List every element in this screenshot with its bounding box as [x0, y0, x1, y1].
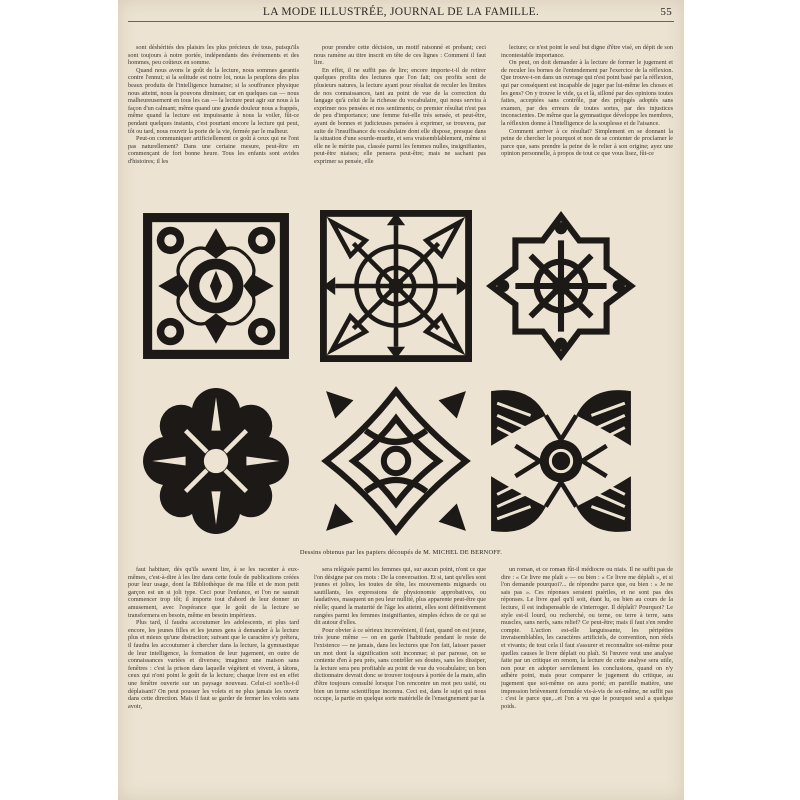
papercut-motif-foliate-square: [140, 210, 292, 362]
figure-caption: Dessins obtenus par les papiers découpés de M. MICHEL DE BERNOFF.: [299, 549, 503, 556]
paragraph: On peut, on doit demander à la lecture de former le jugement et de reculer les bornes de l'entendement par l'exercice de la réflexion. Que trouve-t-on dans un ouvrage qui n'est point basé par la réflexion, qui par conséquent est incapable de juger par lui-même les choses et les gens? On y trouve le vide, ça et là, silloné par des opinions toutes faites, acceptées sans contrôle, par des préjugés adoptés sans examen, par des erreurs de toutes sortes, par des injustices inconscientes. De même que la gymnastique développe les membres, la réflexion donne à l'intelligence de la souplesse et de l'aisance.: [501, 59, 673, 127]
paragraph: sont déshérités des plaisirs les plus précieux de tous, puisqu'ils sont toujours à notre portée, indépendants des événements et des hommes, peu coûteux en somme.: [128, 44, 299, 67]
paragraph: Quand nous avons le goût de la lecture, nous sommes garantis contre l'ennui; si la solitude est notre lot, nous la peuplons des plus beaux produits de l'intelligence humaine; si la souffrance physique nous atteint, nous la pouvons diminuer, car en quelques cas — nous malheureusement en tous les cas — la lecture peut agir sur nous à la façon d'un calmant; même quand une grande douleur nous a frappés, même quand la lecture est impuissante à nous la voiler, fût-ce pendant quelques instants, c'est pourtant encore la lecture qui peut, tôt ou tard, nous rouvrir la porte de la vie, fermée par le malheur.: [128, 66, 299, 135]
paragraph: Pour obvier à ce sérieux inconvénient, il faut, quand on est jeune, très jeune même — on en garde l'habitude pendant le reste de l'existence — ne jamais, dans les lectures que l'on fait, laisser passer un mot dont la signification soit inconnue; si par paresse, on se contente d'en à peu près, sans contrôler ses doutes, sans les dissiper, la lecture sera peu profitable au point de vue du vocabulaire; un bon dictionnaire devrait donc se trouver toujours à portée de la main, afin d'être toujours consulté lorsque l'on rencontre un mot peu usité, ou bien un terme scientifique inconnu. Ceci est, dans le sujet qui nous occupe, la partie en quelque sorte matérielle de l'enseignement par la: [314, 626, 486, 703]
papercut-motif-flower-round: [140, 385, 292, 537]
paragraph: sera reléguée parmi les femmes qui, sur aucun point, n'ont ce que l'on désigne par ces mots : De la conversation. Et si, tant qu'elles sont jeunes et jolies, les toutes de tête, les mouvements mignards ou sautillants, les expressions de physionomie approbatives, ou laudatives, masquent un peu leur nullité, plus apparente peut-être que réelle; quand la maturité de l'âge les atteint, elles sont définitivement rangées parmi les femmes insignifiantes, simples échos de ce qui se dit autour d'elles.: [314, 566, 486, 627]
journal-title: LA MODE ILLUSTRÉE, JOURNAL DE LA FAMILLE.: [262, 6, 540, 18]
top-column-2: [314, 44, 486, 200]
bottom-column-2: [314, 566, 486, 796]
papercut-illustration: [140, 205, 660, 545]
paragraph: pour prendre cette décision, un motif raisonné et probant; ceci nous ramène au titre inscrit en tête de ces lignes : Comment il faut lire.: [314, 44, 486, 67]
papercut-motif-lattice-star: [485, 210, 637, 362]
papercut-motif-striped-tulips: [485, 385, 637, 537]
paragraph: lecture; ce n'est point le seul but digne d'être visé, en dépit de son incontestable importance.: [501, 44, 673, 59]
paragraph: En effet, il ne suffit pas de lire; encore importe-t-il de retirer quelques profits des lectures que l'on fait; ces profits sont de plusieurs natures, la lecture ayant pour résultat de reculer les limites de nos connaissances, tant au point de vue de la correction du langage qu'à celui de la richesse du vocabulaire, qui nous servira à exprimer nos pensées et nos sentiments; ce premier résultat n'est pas de peu d'importance; une femme fut-elle très sensée, et peut-être, ayant de bonnes et judicieuses pensées à exprimer, se trouvera, par suite de l'insuffisance du vocabulaire dont elle dispose, presque dans la situation d'une sourde-muette, et sera vraisemblablement, même si elle ne le mérite pas, classée parmi les femmes nulles, insignifiantes, peut-être niaises; elle pensera peut-être; mais ne sachant pas exprimer sa pensée, elle: [314, 66, 486, 165]
top-column-3: [501, 44, 673, 200]
top-column-1: [128, 44, 299, 200]
page-header: [118, 4, 684, 20]
papercut-motif-rosette-square: [320, 210, 472, 362]
bottom-column-3: [501, 566, 673, 796]
papercut-motif-knot-diamond: [320, 385, 472, 537]
page-number: 55: [660, 6, 672, 18]
paragraph: Comment arriver à ce résultat? Simplement en se donnant la peine de chercher le pourquoi et non de se contenter de proclamer le parce que, sans prendre la peine de le relier à son origine; ayez une opinion personnelle, à propos de tout ce que vous lisez, fût-ce: [501, 127, 673, 158]
paragraph: Peut-on communiquer artificiellement ce goût à ceux qui ne l'ont pas naturellement? Dans une certaine mesure, peut-être en commençant de fort bonne heure. Tous les enfants sont avides d'histoires; il les: [128, 135, 299, 165]
header-rule: [128, 21, 674, 22]
paragraph: faut habituer, dès qu'ils savent lire, à se les raconter à eux-mêmes, c'est-à-dire à les lire dans cette foule de publications créées pour leur usage, dont la Bibliothèque de ma fille et de mon petit garçon est un si joli type. Ceci pour l'enfance, et l'on ne saurait commencer trop tôt; il importe tout d'abord de leur donner un amusement, avec l'espérance que le goût de la lecture se transformera en besoin, même en besoin impérieux.: [128, 566, 299, 619]
paragraph: un roman, et ce roman fût-il médiocre ou niais. Il ne suffit pas de dire : « Ce livre me plaît » — ou bien : « Ce livre me déplaît », et si l'on demande pourquoi?... de répondre parce que, ou bien : « Je ne sais pas ». Ces réponses seraient puériles, et ne sont pas des réponses. Le livre quel qu'il soit, étant lu, ou bien au cours de la lecture, il est indispensable de s'interroger. Il déplaît? Pourquoi? Le style est-il lourd, ou recherché, ou terne, ou terre à terre, sans muscles, sans nerfs, sans relief? Ce peut-être; mais il faut s'en rendre compte. L'action est-elle languissante, les péripéties invraisemblables, les caractères artificiels, de convention, non réels et vivants; de tout cela il faut s'assurer et reconnaître soi-même pour quelles causes le livre déplait ou plaît. Si l'œuvre veut une analyse faite par un critique en renom, la lecture de cette analyse sera utile, non pour en adopter servilement les conclusions, quand on n'y adhère point, mais pour comparer le jugement du critique, au jugement que soi-même on aura porté; en pareille matière, une impression brièvement formulée vis-à-vis de soi-même, ne suffit pas : c'est le parce que,...et l'on a vu que le pourquoi seul a quelque poids.: [501, 566, 673, 710]
paragraph: Plus tard, il faudra accoutumer les adolescents, et plus tard encore, les jeunes filles et les jeunes gens à demander à la lecture plus et mieux qu'une distraction; suivant que le caractère s'y prêtera, il faudra les accoutumer à chercher dans la lecture, la gymnastique de leur intelligence, la formation de leur jugement, en outre de connaissances variées et diverses; imaginez une maison sans fenêtres : c'est la prison dans laquelle végètent et vivent, à tâtons, ceux qui n'ont point le goût de la lecture; chaque livre est en effet une fenêtre ouverte sur un paysage nouveau. Celui-ci son'ils-t-il déplaisant? On peut pousser les volets et ne plus jamais les ouvrir dans cette direction. Mais il faut se garder de fermer les volets sans avoir,: [128, 619, 299, 710]
newspaper-page: [118, 0, 684, 800]
bottom-column-1: [128, 566, 299, 796]
